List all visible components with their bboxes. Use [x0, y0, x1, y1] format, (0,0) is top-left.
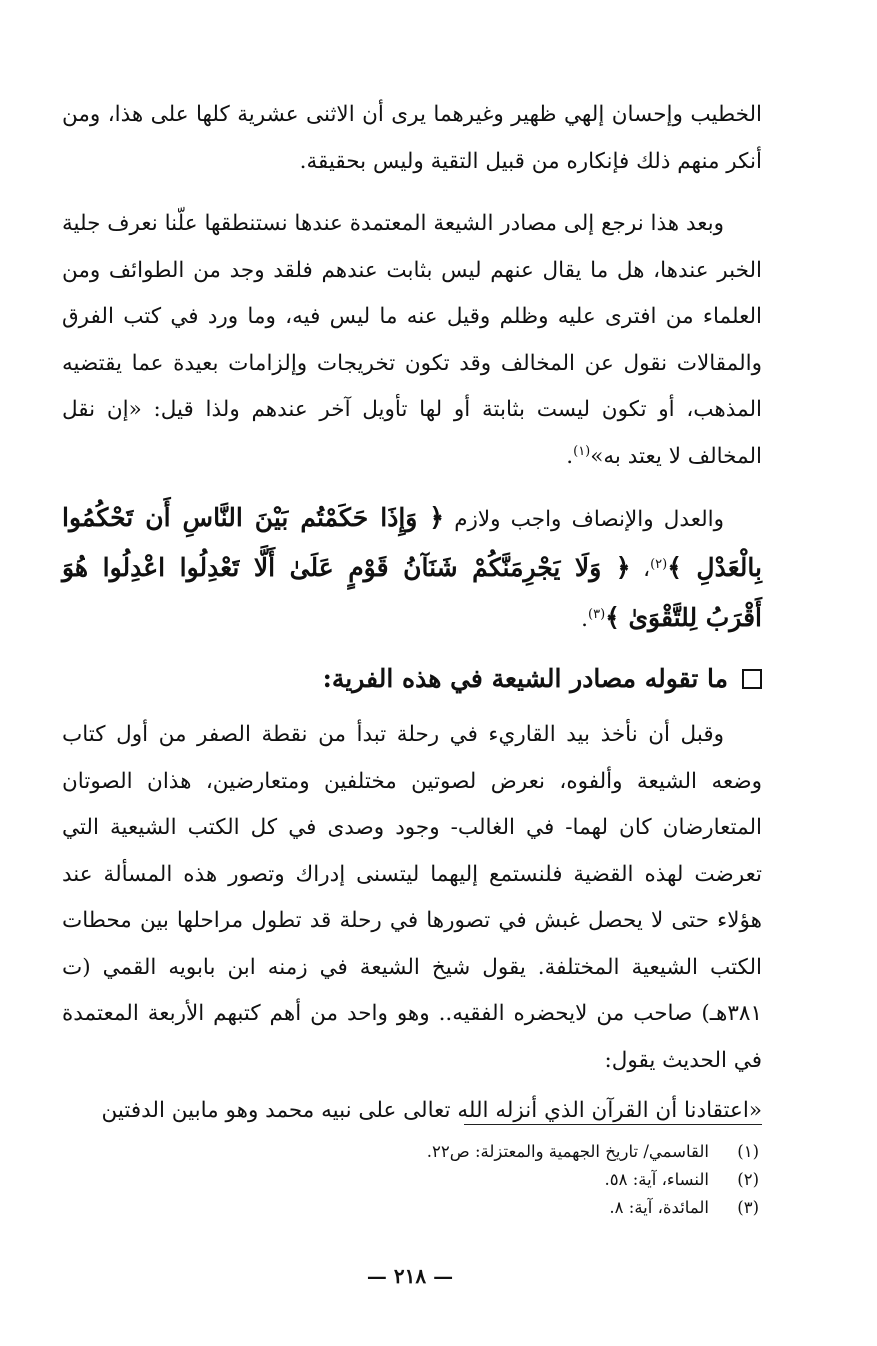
section-heading-text: ما تقوله مصادر الشيعة في هذه الفرية: [322, 664, 728, 693]
section-heading [62, 654, 762, 704]
square-bullet-icon [742, 669, 762, 689]
footnote-text: النساء، آية: ٥٨. [604, 1170, 709, 1189]
footnote-text: القاسمي/ تاريخ الجهمية والمعتزلة: ص٢٢. [426, 1142, 709, 1161]
justice-end: . [581, 607, 588, 632]
paragraph-2-end: . [566, 443, 574, 469]
page-body [62, 92, 762, 1135]
quran-verse-2: ﴿ وَلَا يَجْرِمَنَّكُمْ شَنَآنُ قَوْمٍ عَلَىٰ أَلَّا تَعْدِلُوا اعْدِلُوا هُوَ أَقْرَبُ لِلتَّقْوَىٰ ﴾ [62, 553, 762, 632]
paragraph-2-text: وبعد هذا نرجع إلى مصادر الشيعة المعتمدة عندها نستنطقها علّنا نعرف جلية الخبر عندها، هل ما يقال عنهم ليس بثابت عندهم فلقد وجد من الطوائف ومن العلماء من افترى عليه وظلم وقيل عنه ما ليس فيه، وما ورد في كتب الفرق والمقالات نقول عن المخالف وقد تكون تخريجات وإلزامات بعيدة عما يقتضيه المذهب، أو تكون ليست بثابتة أو لها تأويل آخر عندهم ولذا قيل: «إن نقل المخالف لا يعتد به» [62, 211, 762, 469]
quote-line: «اعتقادنا أن القرآن الذي أنزله الله تعالى على نبيه محمد وهو مابين الدفتين [101, 1098, 762, 1123]
footnote-item [199, 1194, 759, 1222]
justice-intro: والعدل والإنصاف واجب ولازم [454, 507, 724, 532]
paragraph-1: الخطيب وإحسان إلهي ظهير وغيرهما يرى أن الاثنى عشرية كلها على هذا، ومن أنكر منهم ذلك فإنكاره من قبيل التقية وليس بحقيقة. [62, 102, 762, 174]
footnote-item [199, 1166, 759, 1194]
footnotes [199, 1138, 759, 1222]
footnote-number: (١) [737, 1142, 759, 1161]
footnote-ref-3: (٣) [588, 606, 606, 622]
paragraph-2 [62, 201, 762, 480]
justice-paragraph [62, 494, 762, 644]
footnote-number: (٢) [737, 1170, 759, 1189]
page-number: — ٢١٨ — [366, 1264, 454, 1288]
footnote-divider [464, 1124, 762, 1125]
footnote-item [199, 1138, 759, 1166]
footnote-ref-2: (٢) [650, 556, 668, 572]
footnote-text: المائدة، آية: ٨. [609, 1198, 709, 1217]
paragraph-3: وقبل أن نأخذ بيد القاريء في رحلة تبدأ من نقطة الصفر من أول كتاب وضعه الشيعة وألفوه، نعرض لصوتين مختلفين ومتعارضين، هذان الصوتان المتعارضان كان لهما- في الغالب- وجود وصدى في كل الكتب الشيعية التي تعرضت لهذه القضية فلنستمع إليهما ليتسنى إدراك وتصور هذه المسألة عند هؤلاء حتى لا يحصل غبش في تصورها في رحلة قد تطول مراحلها بين محطات الكتب الشيعية المختلفة. يقول شيخ الشيعة في زمنه ابن بابويه القمي (ت ٣٨١هـ) صاحب من لايحضره الفقيه.. وهو واحد من أهم كتبهم الأربعة المعتمدة في الحديث يقول: [62, 722, 762, 1073]
footnote-ref-1: (١) [573, 443, 591, 459]
verse-separator: ، [630, 557, 651, 582]
footnote-number: (٣) [737, 1198, 759, 1217]
quran-verse-1: ﴿ وَإِذَا حَكَمْتُم بَيْنَ النَّاسِ أَن تَحْكُمُوا بِالْعَدْلِ ﴾ [62, 503, 762, 582]
